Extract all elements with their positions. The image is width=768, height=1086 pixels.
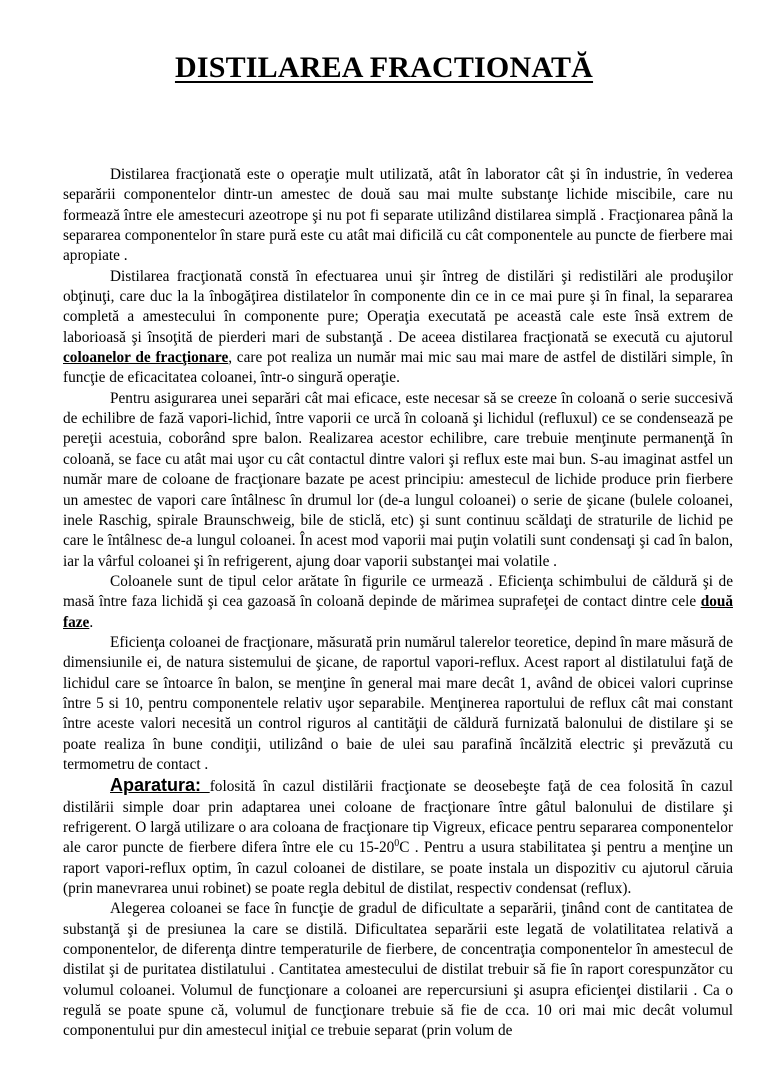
paragraph-columns [63,267,733,389]
paragraph-columns-text-b: , care pot realiza un număr mai mic sau mai mare de astfel de distilări simple, în funcţie de eficacitatea coloanei, într-o singură operaţie. [63,349,733,387]
heading-apparatus: Aparatura: [110,775,210,796]
document-title-text: DISTILAREA FRACTIONATĂ [174,51,594,84]
paragraph-efficiency: Eficienţa coloanei de fracţionare, măsurată prin numărul talerelor teoretice, depind în mare măsură de dimensiunile ei, de natura sistemului de şicane, de raportul vapori-reflux. Acest raport al distilatului faţă de lichidul care se întoarce în balon, se menţine în general mai mare decât 1, având de obicei valori cuprinse între 5 si 10, pentru componentele relativ uşor separabile. Menţinerea raportului de reflux cât mai constant între aceste valori necesită un control riguros al cantităţii de căldură furnizată balonului de distilare şi se poate realiza în bune condiţii, utilizând o baie de ulei sau parafină încălzită electric şi prevăzută cu termometru de contact . [63,633,733,773]
paragraph-column-types [63,572,733,633]
degree-superscript: 0 [394,838,400,850]
paragraph-apparatus [63,775,733,899]
emphasis-fractionating-columns: coloanelor de fracţionare [63,349,229,367]
paragraph-equilibria: Pentru asigurarea unei separări cât mai eficace, este necesar să se creeze în coloană o serie succesivă de echilibre de fază vapori-lichid, între vaporii ce urcă în coloană şi lichidul (refluxul) ce se condensează pe pereţii acestuia, coborând spre balon. Realizarea acestor echilibre, care trebuie menţinute permanenţă în coloană, se face cu atât mai uşor cu cât contactul dintre valori şi reflux este mai bun. S-au imaginat astfel un număr mare de coloane de fracţionare bazate pe acest principiu: amestecul de lichide produce prin fierbere un amestec de vapori care întâlnesc în drumul lor (de-a lungul coloanei) o serie de şicane (bulele coloanei, inele Raschig, spirale Braunschweig, bile de sticlă, etc) şi sunt continuu scăldaţi de straturile de lichid pe care le întâlnesc de-a lungul coloanei. În acest mod vaporii mai puţin volatili sunt condensaţi şi cad în balon, iar la vârful coloanei şi în refrigerent, ajung doar vaporii substanţei mai volatile . [63,389,733,570]
paragraph-apparatus-text-a: folosită în cazul distilării fracţionate se deosebeşte faţă de cea folosită în cazul distilării simple doar prin adaptarea unei coloane de fracţionare între gâtul balonului de distilare şi refrigerent. O largă utilizare o ara coloana de fracţionare tip Vigreux, eficace pentru separarea componentelor ale caror puncte de fierbere difera între ele cu 15-20 [63,778,733,857]
paragraph-columns-text-a: Distilarea fracţionată constă în efectuarea unui şir întreg de distilări şi redistilări ale produşilor obţinuţi, care duc la la înbogăţirea distilatelor în componente din ce in ce mai pure şi în final, la separarea completă a amestecului în componente pure; Operaţia executată pe această cale este însă extrem de laborioasă şi însoţită de pierderi mari de substanţă . De aceea distilarea fracţionată se execută cu ajutorul [63,267,733,346]
paragraph-column-types-text-a: Coloanele sunt de tipul celor arătate în figurile ce urmează . Eficienţa schimbului de căldură şi de masă între faza lichidă şi cea gazoasă în coloană depinde de mărimea suprafeţei de contact dintre cele [63,572,733,611]
paragraph-column-types-text-b: . [89,613,94,631]
paragraph-intro: Distilarea fracţionată este o operaţie mult utilizată, atât în laborator cât şi în industrie, în vederea separării componentelor dintr-un amestec de două sau mai multe substanţe lichide miscibile, care nu formează între ele amestecuri azeotrope şi nu pot fi separate utilizând distilarea simplă . Fracţionarea până la separarea componentelor în stare pură este cu atât mai dificilă cu cât componentele au puncte de fierbere mai apropiate . [63,166,733,265]
emphasis-two-phases: două faze [63,593,733,631]
document-body [63,165,733,1042]
paragraph-column-choice: Alegerea coloanei se face în funcţie de gradul de dificultate a separării, ţinând cont de cantitatea de substanţă şi de presiunea la care se distilă. Dificultatea separării este legată de volatilitatea relativă a componentelor, de diferenţa dintre temperaturile de fierbere, de concentraţia componentelor în amestecul de distilat şi de puritatea distilatului . Cantitatea amestecului de distilat trebuir să fie în raport corespunzător cu volumul coloanei. Volumul de funcţionare a coloanei are repercursiuni şi asupra eficienţei distilarii . Ca o regulă se poate spune că, volumul de funcţionare trebuie să fie de cca. 10 ori mai mic decât volumul componentului pur din amestecul iniţial ce trebuie separat (prin volum de [63,900,733,1040]
document-title [0,50,768,86]
paragraph-apparatus-text-b: C . Pentru a usura stabilitatea şi pentru a menţine un raport vapori-reflux optim, în cazul coloanei de distilare, se poate instala un dispozitiv cu ajutorul căruia (prin manevrarea unui robinet) se poate regla debitul de distilat, respectiv condensat (reflux). [63,839,734,898]
